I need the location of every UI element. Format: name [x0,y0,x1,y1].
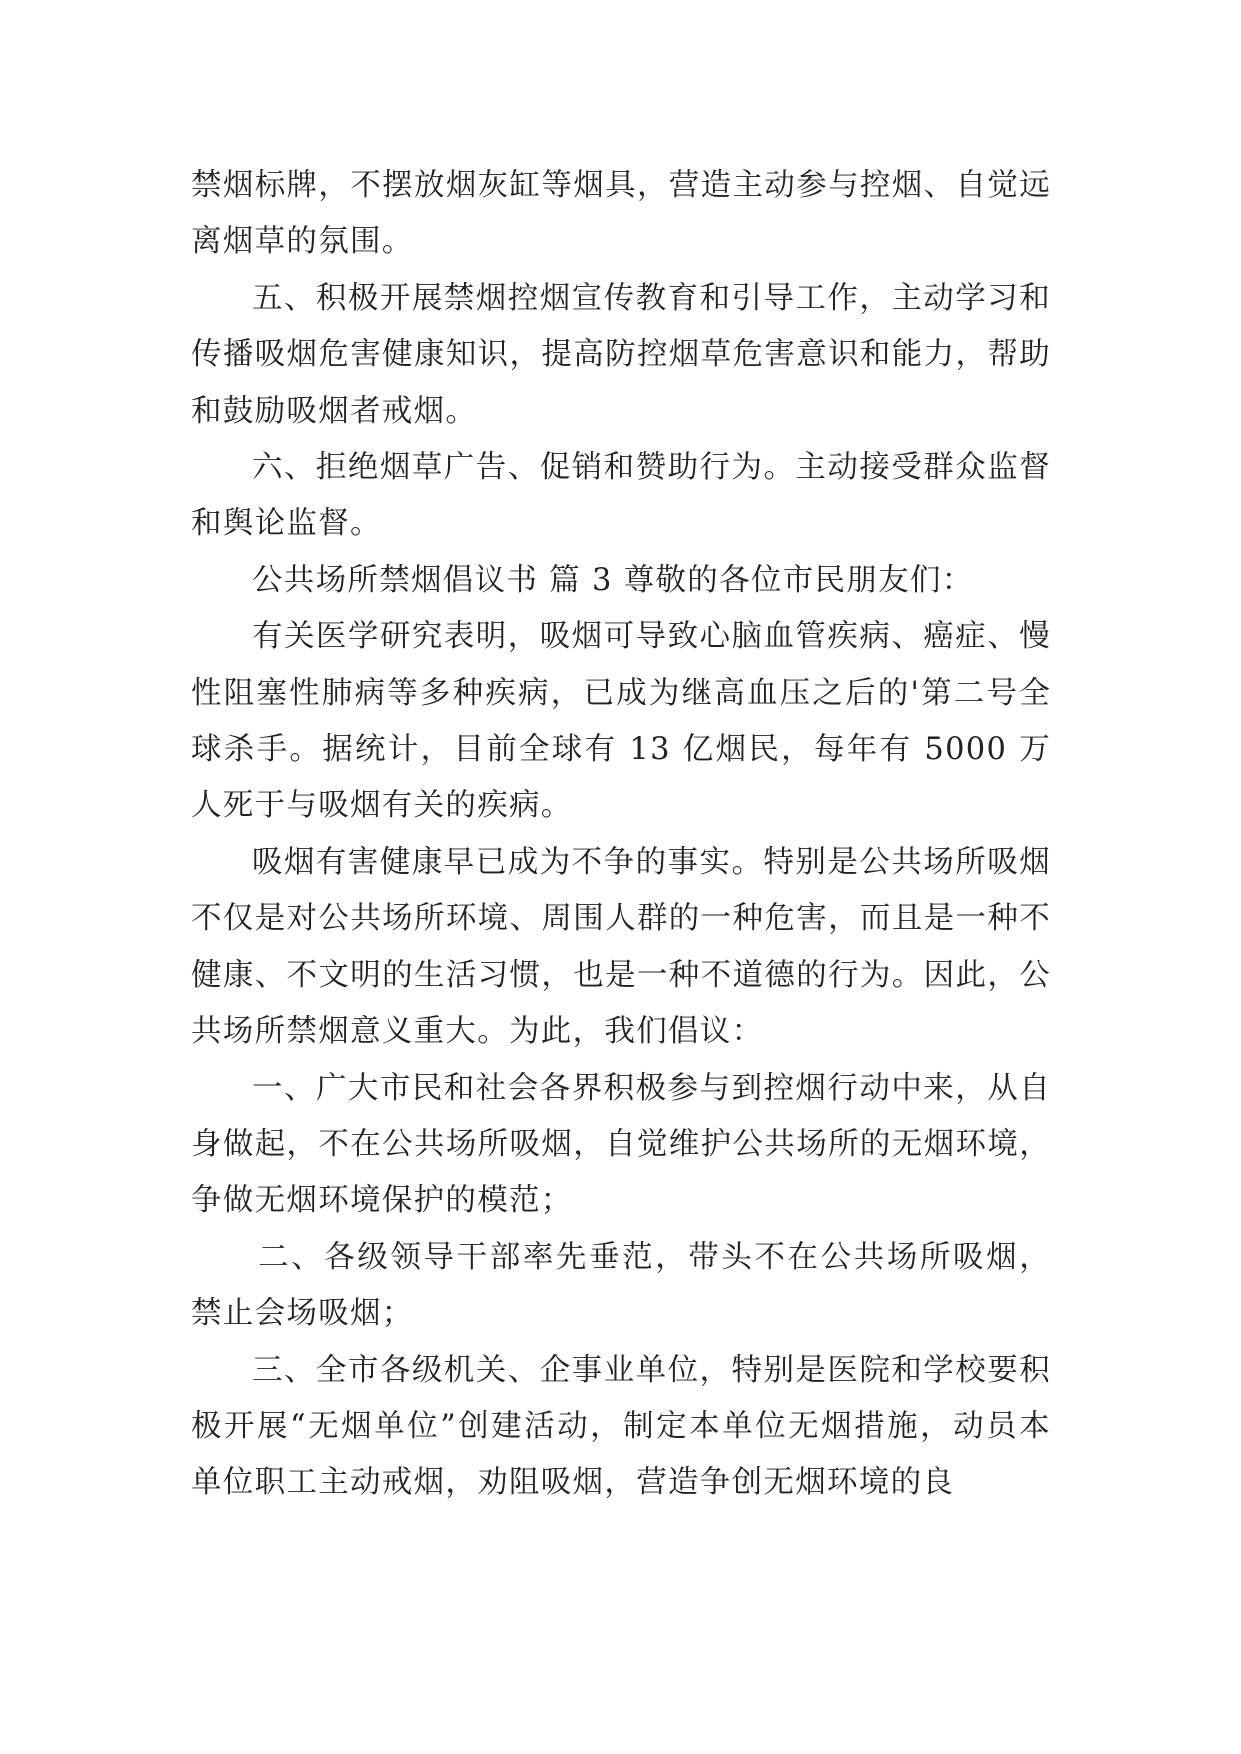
document-body [191,158,1051,1512]
paragraph-continuation: 禁烟标牌，不摆放烟灰缸等烟具，营造主动参与控烟、自觉远离烟草的氛围。 [191,168,1051,260]
paragraph-item-5: 五、积极开展禁烟控烟宣传教育和引导工作，主动学习和传播吸烟危害健康知识，提高防控烟草危害意识和能力，帮助和鼓励吸烟者戒烟。 [191,280,1051,429]
section-heading: 公共场所禁烟倡议书 篇 3 尊敬的各位市民朋友们： [252,562,974,598]
paragraph-item-6: 六、拒绝烟草广告、促销和赞助行为。主动接受群众监督和舆论监督。 [191,450,1051,542]
paragraph-item-1: 一、广大市民和社会各界积极参与到控烟行动中来，从自身做起，不在公共场所吸烟，自觉维护公共场所的无烟环境，争做无烟环境保护的模范； [191,1070,1051,1219]
paragraph-item-2: 二、各级领导干部率先垂范，带头不在公共场所吸烟，禁止会场吸烟； [191,1239,1051,1332]
paragraph-context: 吸烟有害健康早已成为不争的事实。特别是公共场所吸烟不仅是对公共场所环境、周围人群的一种危害，而且是一种不健康、不文明的生活习惯，也是一种不道德的行为。因此，公共场所禁烟意义重大。为此，我们倡议： [191,844,1051,1050]
paragraph-item-3: 三、全市各级机关、企事业单位，特别是医院和学校要积极开展“无烟单位”创建活动，制定本单位无烟措施，动员本单位职工主动戒烟，劝阻吸烟，营造争创无烟环境的良 [191,1352,1051,1501]
paragraph-intro: 有关医学研究表明，吸烟可导致心脑血管疾病、癌症、慢性阻塞性肺病等多种疾病，已成为继高血压之后的'第二号全球杀手。据统计，目前全球有 13 亿烟民，每年有 5000 万人死于与吸烟有关的疾病。 [191,619,1051,824]
